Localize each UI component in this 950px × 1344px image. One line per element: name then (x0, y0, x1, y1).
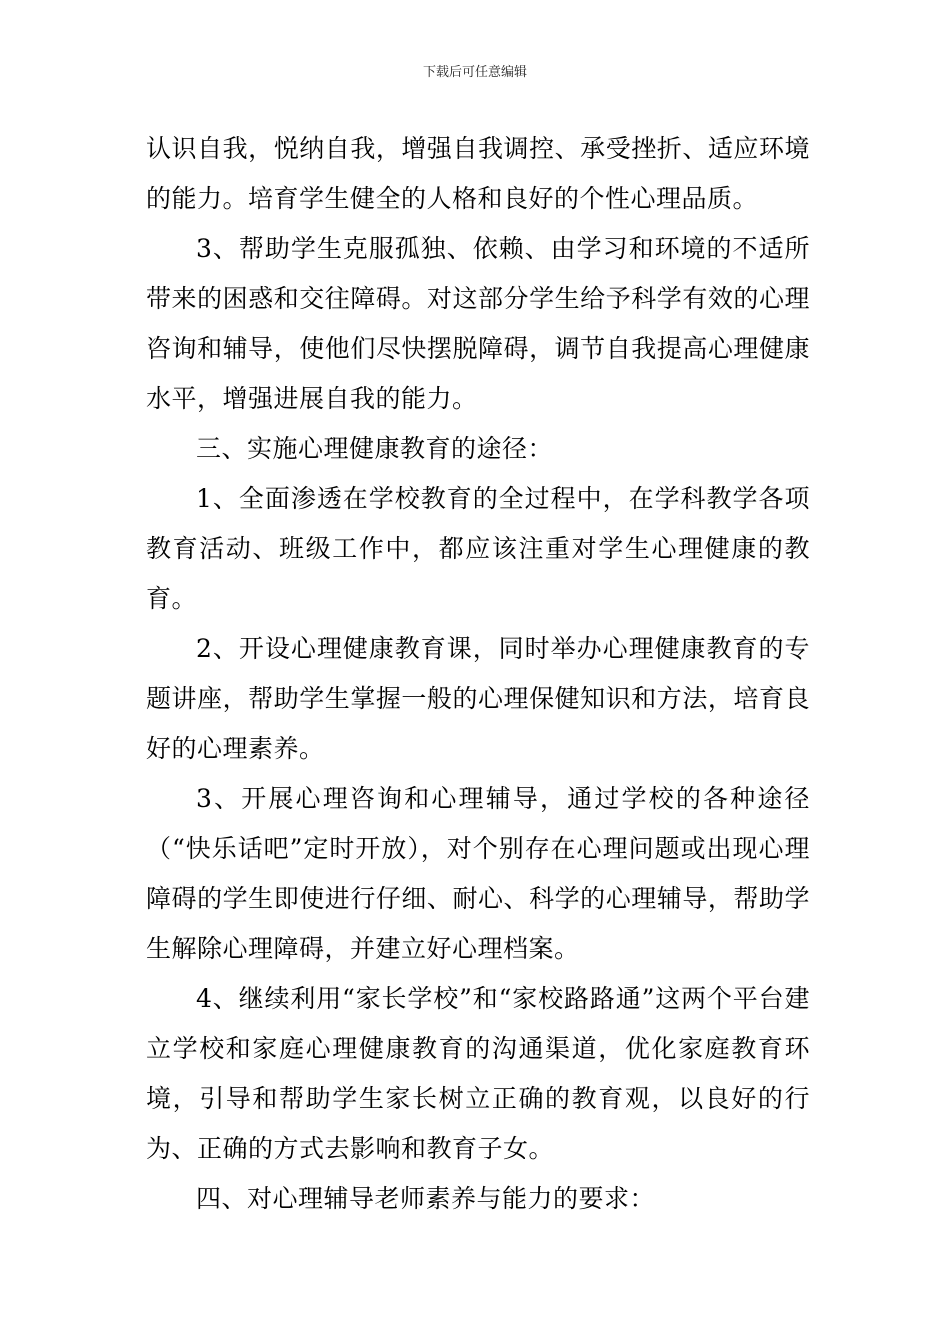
page-header: 下载后可任意编辑 (422, 65, 527, 80)
document-body (146, 124, 810, 1224)
paragraph-item-1-infiltration: 1、全面渗透在学校教育的全过程中，在学科教学各项教育活动、班级工作中，都应该注重对学生心理健康的教育。 (146, 484, 810, 613)
section-heading-4: 四、对心理辅导老师素养与能力的要求： (196, 1184, 656, 1213)
paragraph-item-3-counseling: 3、开展心理咨询和心理辅导，通过学校的各种途径（“快乐话吧”定时开放），对个别存在心理问题或出现心理障碍的学生即使进行仔细、耐心、科学的心理辅导，帮助学生解除心理障碍，并建立好心理档案。 (146, 784, 810, 963)
paragraph-item-4-parents: 4、继续利用“家长学校”和“家校路路通”这两个平台建立学校和家庭心理健康教育的沟通渠道，优化家庭教育环境，引导和帮助学生家长树立正确的教育观，以良好的行为、正确的方式去影响和教育子女。 (146, 984, 810, 1163)
paragraph-continuation: 认识自我，悦纳自我，增强自我调控、承受挫折、适应环境的能力。培育学生健全的人格和良好的个性心理品质。 (146, 134, 810, 213)
paragraph-item-2-courses: 2、开设心理健康教育课，同时举办心理健康教育的专题讲座，帮助学生掌握一般的心理保健知识和方法，培育良好的心理素养。 (146, 634, 810, 763)
paragraph-item-3-help-students: 3、帮助学生克服孤独、依赖、由学习和环境的不适所带来的困惑和交往障碍。对这部分学生给予科学有效的心理咨询和辅导，使他们尽快摆脱障碍，调节自我提高心理健康水平，增强进展自我的能力。 (146, 234, 810, 413)
section-heading-3: 三、实施心理健康教育的途径： (196, 434, 554, 463)
